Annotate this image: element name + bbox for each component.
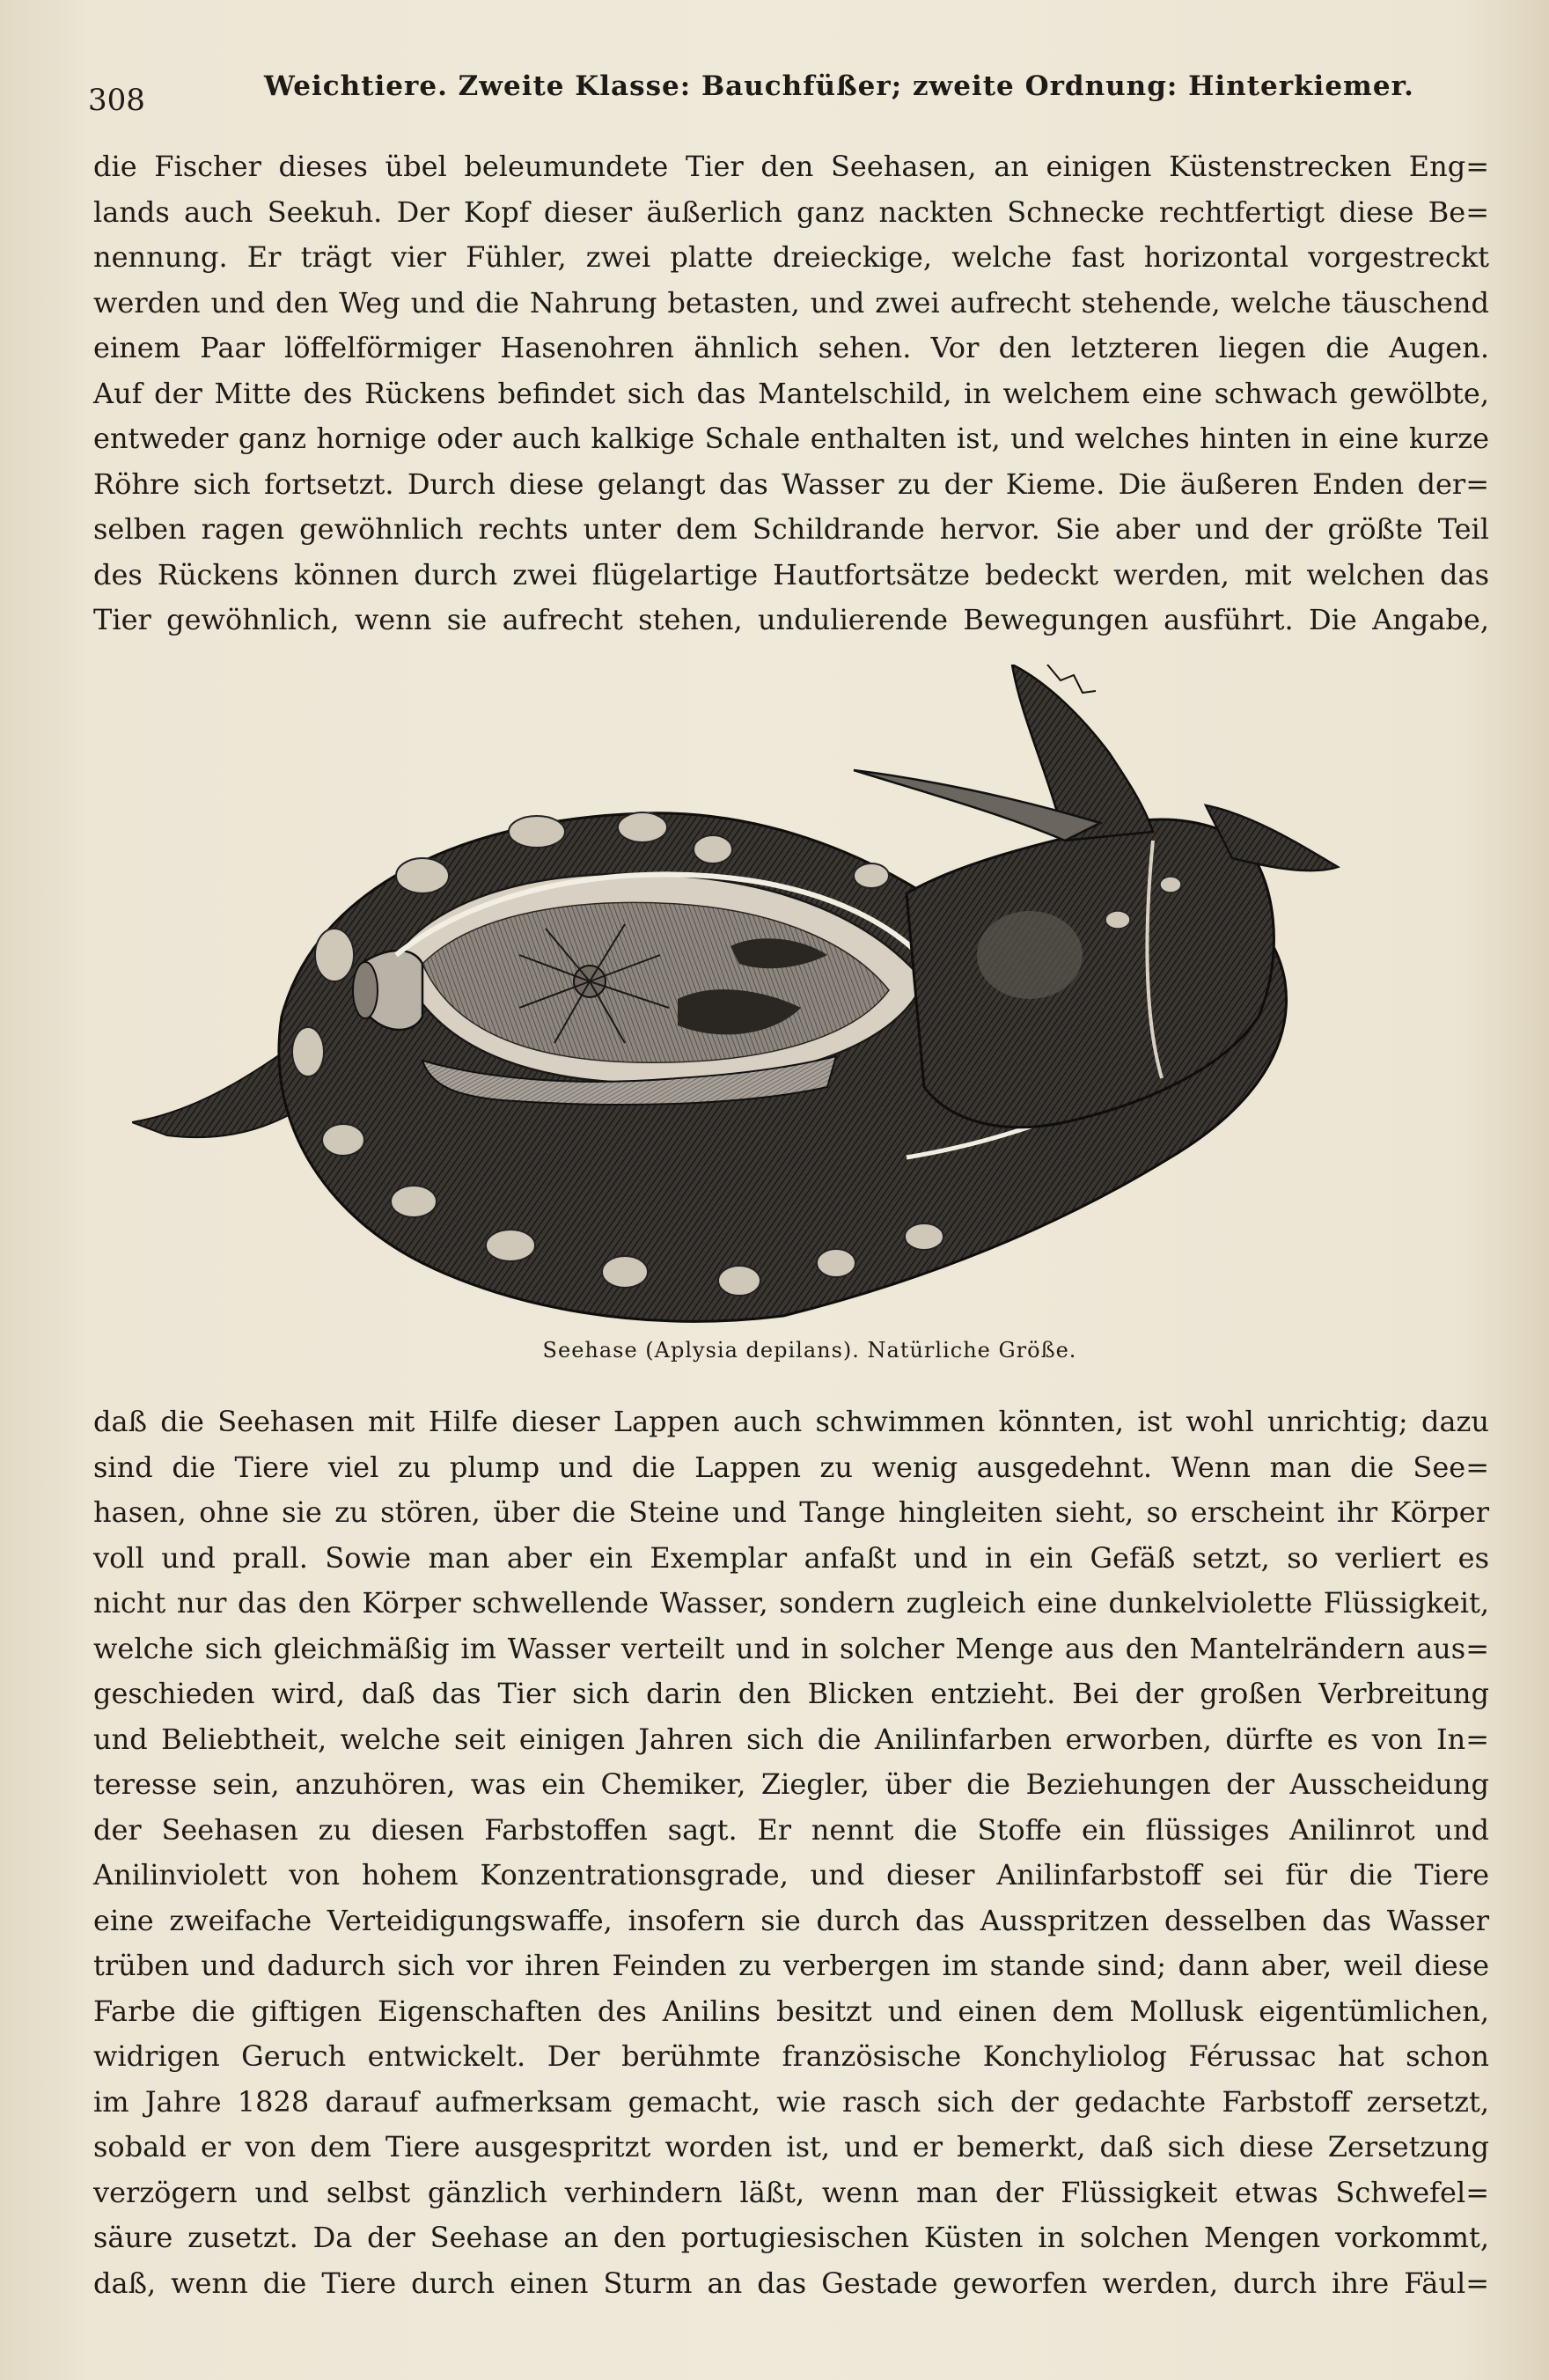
text-line: hasen, ohne sie zu stören, über die Steine und Tange hingleiten sieht, so erscheint ihr Körper <box>93 1495 1489 1529</box>
text-line: trüben und dadurch sich vor ihren Feinden zu verbergen im stande sind; dann aber, weil diese <box>93 1949 1489 1982</box>
text-line: werden und den Weg und die Nahrung betasten, und zwei aufrecht stehende, welche täuschend <box>93 285 1489 320</box>
text-line: des Rückens können durch zwei flügelartige Hautfortsätze bedeckt werden, mit welchen das <box>93 557 1489 591</box>
text-line: daß die Seehasen mit Hilfe dieser Lappen auch schwimmen könnten, ist wohl unrichtig; dazu <box>93 1405 1489 1438</box>
text-line: nicht nur das den Körper schwellende Wasser, sondern zugleich eine dunkelviolette Flüssigkeit, <box>93 1586 1489 1620</box>
text-line: lands auch Seekuh. Der Kopf dieser äußerlich ganz nackten Schnecke rechtfertigt diese Be= <box>93 195 1489 229</box>
figure-caption: Seehase (Aplysia depilans). Natürliche Größe. <box>542 1338 1077 1363</box>
text-line: säure zusetzt. Da der Seehase an den portugiesischen Küsten in solchen Mengen vorkommt, <box>93 2221 1489 2254</box>
running-head: Weichtiere. Zweite Klasse: Bauchfüßer; zweite Ordnung: Hinterkiemer. <box>264 70 1414 102</box>
text-line: daß, wenn die Tiere durch einen Sturm an das Gestade geworfen werden, durch ihre Fäul= <box>93 2266 1489 2300</box>
text-line: sobald er von dem Tiere ausgespritzt worden ist, und er bemerkt, daß sich diese Zersetzung <box>93 2130 1489 2163</box>
text-line: eine zweifache Verteidigungswaffe, insofern sie durch das Ausspritzen desselben das Wasser <box>93 1903 1489 1937</box>
text-line: widrigen Geruch entwickelt. Der berühmte französische Konchyliolog Férussac hat schon <box>93 2039 1489 2073</box>
sea-hare-drawing <box>132 665 1443 1333</box>
text-line: entweder ganz hornige oder auch kalkige Schale enthalten ist, und welches hinten in eine kurze <box>93 422 1489 455</box>
body-text-top <box>93 144 1489 643</box>
text-line: nennung. Er trägt vier Fühler, zwei platte dreieckige, welche fast horizontal vorgestreckt <box>93 240 1489 274</box>
sea-hare-illustration <box>132 665 1443 1363</box>
text-line: im Jahre 1828 darauf aufmerksam gemacht, wie rasch sich der gedachte Farbstoff zersetzt, <box>93 2084 1489 2119</box>
text-line: teresse sein, anzuhören, was ein Chemiker, Ziegler, über die Beziehungen der Ausscheidung <box>93 1767 1489 1801</box>
text-line: einem Paar löffelförmiger Hasenohren ähnlich sehen. Vor den letzteren liegen die Augen. <box>93 331 1489 364</box>
text-line: Auf der Mitte des Rückens befindet sich das Mantelschild, in welchem eine schwach gewölbte, <box>93 376 1489 410</box>
text-line: selben ragen gewöhnlich rechts unter dem Schildrande hervor. Sie aber und der größte Teil <box>93 512 1489 546</box>
body-text-bottom <box>93 1399 1489 2306</box>
page-header <box>88 70 1479 123</box>
text-line: und Beliebtheit, welche seit einigen Jahren sich die Anilinfarben erworben, dürfte es von In= <box>93 1722 1489 1756</box>
text-line: welche sich gleichmäßig im Wasser verteilt und in solcher Menge aus den Mantelrändern aus= <box>93 1631 1489 1665</box>
text-line: Röhre sich fortsetzt. Durch diese gelangt das Wasser zu der Kieme. Die äußeren Enden der= <box>93 466 1489 501</box>
text-line: geschieden wird, daß das Tier sich darin den Blicken entzieht. Bei der großen Verbreitung <box>93 1677 1489 1710</box>
page-number: 308 <box>88 83 145 118</box>
text-line: sind die Tiere viel zu plump und die Lappen zu wenig ausgedehnt. Wenn man die See= <box>93 1450 1489 1484</box>
text-line: Anilinviolett von hohem Konzentrationsgrade, und dieser Anilinfarbstoff sei für die Tiere <box>93 1858 1489 1892</box>
text-line: die Fischer dieses übel beleumundete Tier den Seehasen, an einigen Küstenstrecken Eng= <box>93 150 1489 183</box>
text-line: Farbe die giftigen Eigenschaften des Anilins besitzt und einen dem Mollusk eigentümlichen, <box>93 1994 1489 2028</box>
text-line: voll und prall. Sowie man aber ein Exemplar anfaßt und in ein Gefäß setzt, so verliert es <box>93 1540 1489 1575</box>
text-line: verzögern und selbst gänzlich verhindern läßt, wenn man der Flüssigkeit etwas Schwefel= <box>93 2175 1489 2209</box>
text-line: Tier gewöhnlich, wenn sie aufrecht stehen, undulierende Bewegungen ausführt. Die Angabe, <box>93 603 1489 636</box>
text-line: der Seehasen zu diesen Farbstoffen sagt. Er nennt die Stoffe ein flüssiges Anilinrot und <box>93 1812 1489 1847</box>
